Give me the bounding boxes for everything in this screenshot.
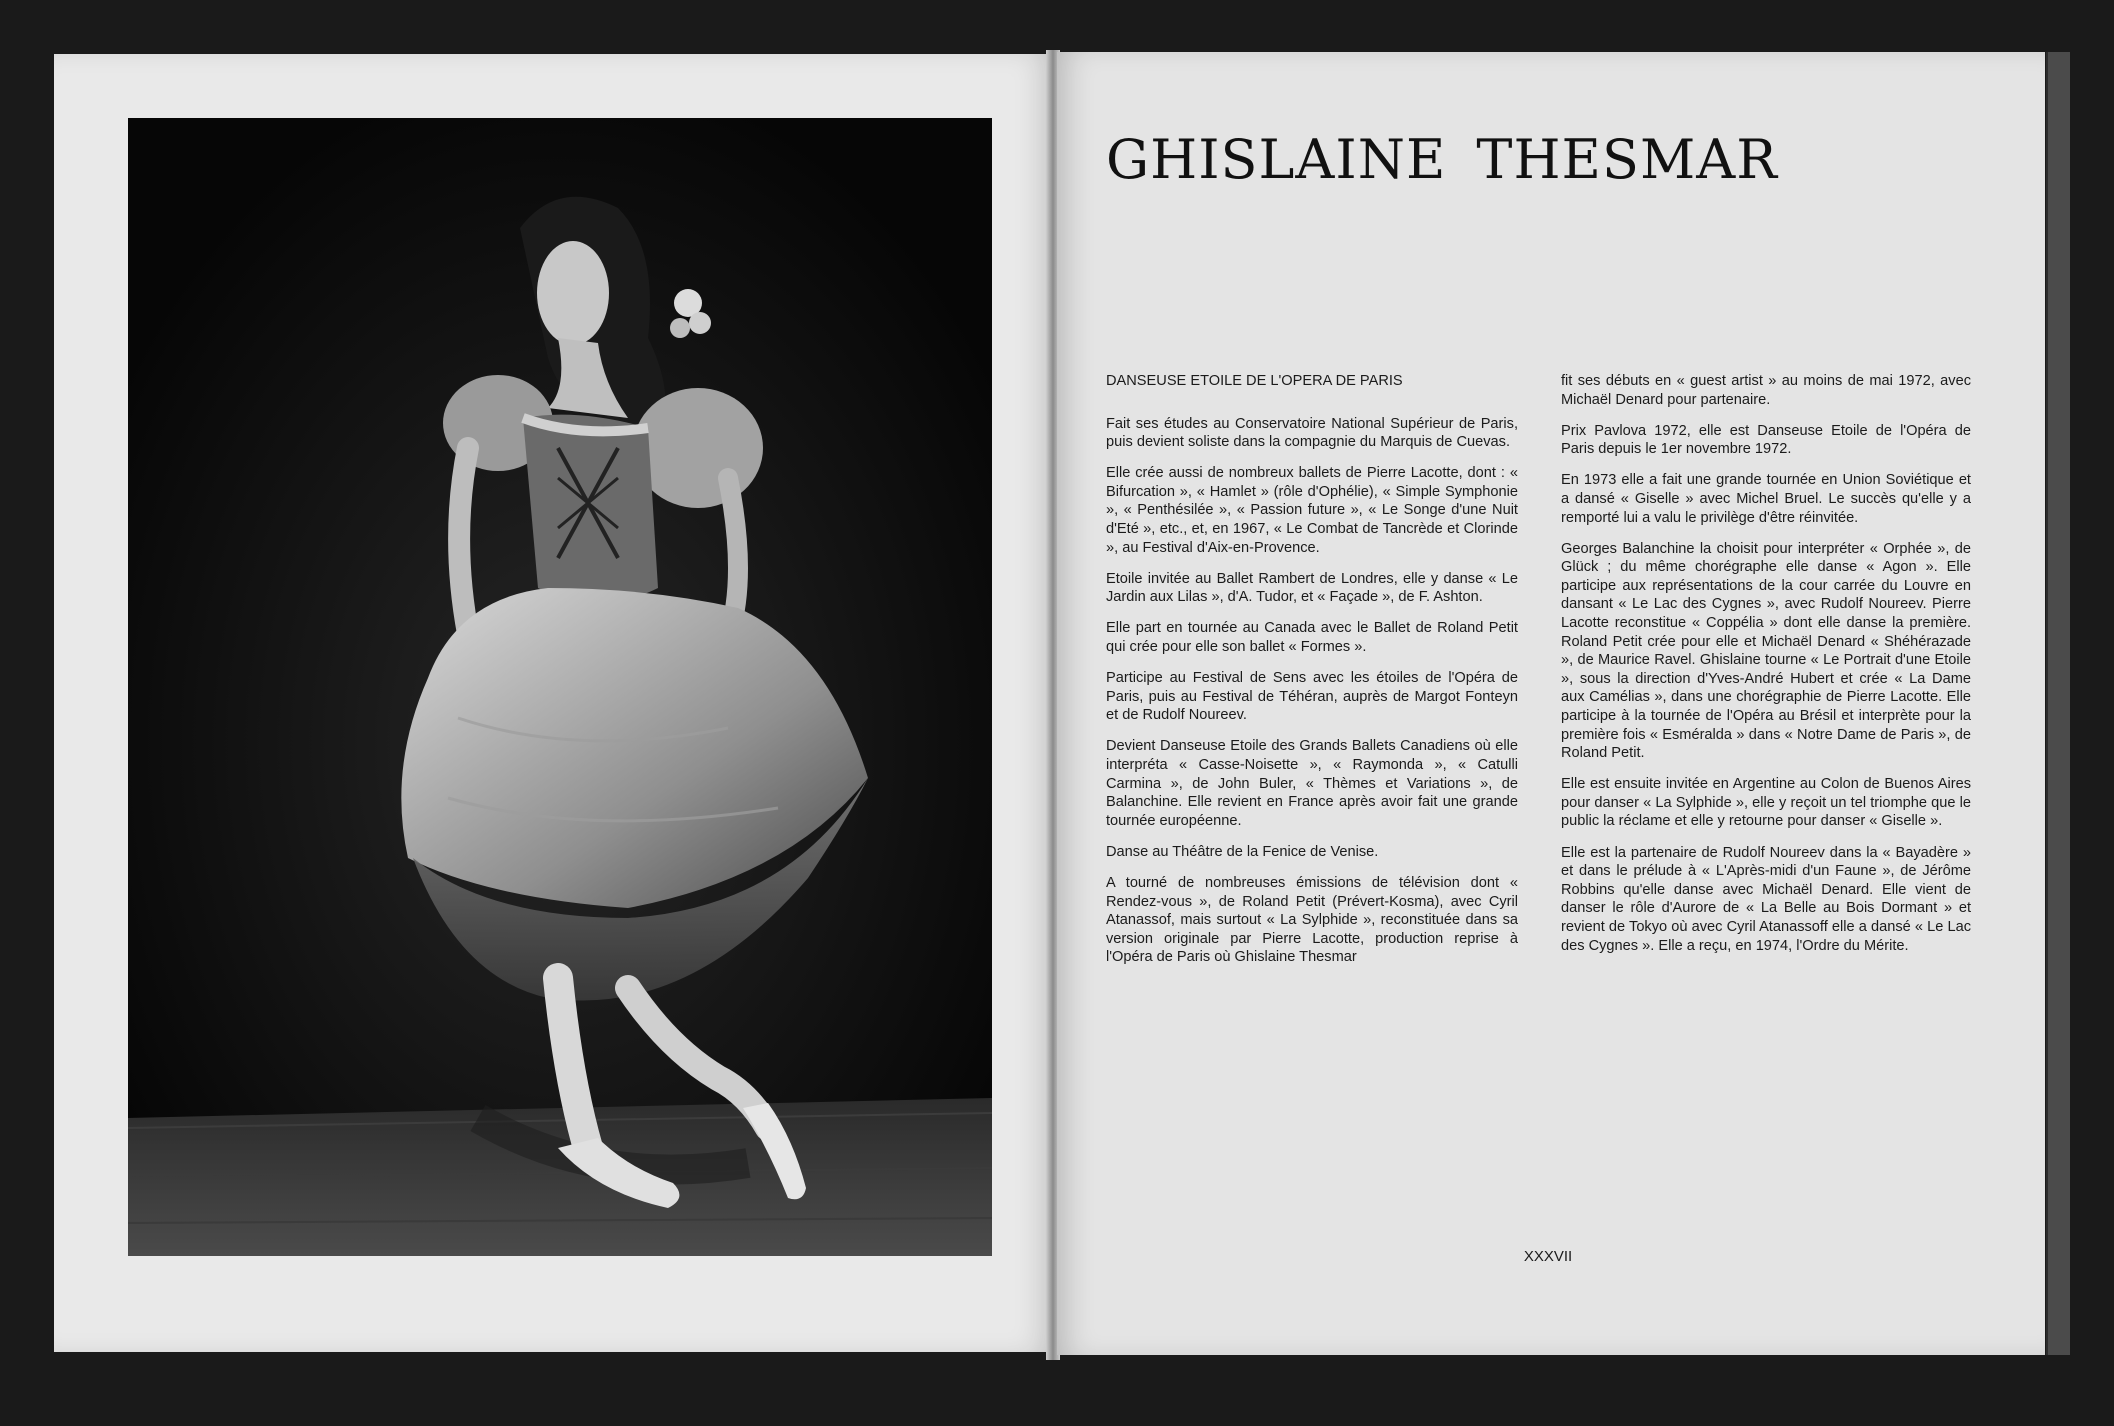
biography-paragraph: Fait ses études au Conservatoire National Supérieur de Paris, puis devient soliste dans la compagnie du Marquis de Cuevas.: [1106, 415, 1518, 451]
biography-paragraph: Elle crée aussi de nombreux ballets de Pierre Lacotte, dont : « Bifurcation », « Hamlet » (rôle d'Ophélie), « Simple Symphonie », « Penthésilée », « Passion future », « Le Songe d'une Nuit d'Eté », etc., et, en 1967, « Le Combat de Tancrède et Clorinde », au Festival d'Aix-en-Provence.: [1106, 465, 1518, 556]
biography-paragraph: Prix Pavlova 1972, elle est Danseuse Etoile de l'Opéra de Paris depuis le 1er novembre 1972.: [1561, 422, 1971, 458]
dancer-photo-illustration: [128, 118, 992, 1256]
title-first-name: GHISLAINE: [1106, 128, 1447, 191]
biography-paragraph: En 1973 elle a fait une grande tournée en Union Soviétique et a dansé « Giselle » avec Michel Bruel. Le succès qu'elle y a remporté lui a valu le privilège d'être réinvitée.: [1561, 472, 1971, 526]
book-cover-edge: [2046, 52, 2070, 1355]
biography-subtitle: DANSEUSE ETOILE DE L'OPERA DE PARIS: [1106, 373, 1403, 389]
page-number: XXXVII: [1523, 1248, 1573, 1265]
biography-right-column: [1561, 372, 1971, 968]
biography-paragraph: Elle est ensuite invitée en Argentine au Colon de Buenos Aires pour danser « La Sylphide », elle y reçoit un tel triomphe que le public la réclame et elle y retourne pour danser « Giselle ».: [1561, 776, 1971, 830]
biography-paragraph: Elle est la partenaire de Rudolf Noureev dans la « Bayadère » et dans le prélude à « L'Après-midi d'un Faune », de Jérôme Robbins qu'elle danse avec Michaël Denard. Elle vient de danser le rôle d'Aurore de « La Belle au Bois Dormant » et revient de Tokyo où avec Cyril Atanassoff elle a dansé « Le Lac des Cygnes ». Elle a reçu, en 1974, l'Ordre du Mérite.: [1561, 844, 1971, 954]
biography-left-column: [1106, 372, 1518, 979]
biography-paragraph: fit ses débuts en « guest artist » au moins de mai 1972, avec Michaël Denard pour partenaire.: [1561, 373, 1971, 408]
dancer-name-title: [1106, 128, 1986, 191]
biography-paragraph: Participe au Festival de Sens avec les étoiles de l'Opéra de Paris, puis au Festival de Téhéran, auprès de Margot Fonteyn et de Rudolf Noureev.: [1106, 670, 1518, 724]
biography-paragraph: A tourné de nombreuses émissions de télévision dont « Rendez-vous », de Roland Petit (Prévert-Kosma), avec Cyril Atanassof, mais surtout « La Sylphide », reconstituée dans sa version originale par Pierre Lacotte, production reprise à l'Opéra de Paris où Ghislaine Thesmar: [1106, 874, 1518, 966]
title-last-name: THESMAR: [1476, 128, 1778, 191]
dancer-photograph: [128, 118, 992, 1256]
biography-paragraph: Georges Balanchine la choisit pour interpréter « Orphée », de Glück ; du même chorégraphe elle danse « Agon ». Elle participe aux représentations de la cour carrée du Louvre en dansant « Le Lac des Cygnes », avec Rudolf Noureev. Pierre Lacotte reconstitue « Coppélia » dont elle danse la première. Roland Petit crée pour elle et Michaël Denard « Shéhérazade », de Maurice Ravel. Ghislaine tourne « Le Portrait d'une Etoile », sous la direction d'Yves-André Hubert et crée « La Dame aux Camélias », dans une chorégraphie de Pierre Lacotte. Elle participe à la tournée de l'Opéra au Brésil et interprète pour la première fois « Esméralda » dans « Notre Dame de Paris », de Roland Petit.: [1561, 540, 1971, 762]
biography-paragraph: Etoile invitée au Ballet Rambert de Londres, elle y danse « Le Jardin aux Lilas », d'A. Tudor, et « Façade », de F. Ashton.: [1106, 570, 1518, 606]
biography-paragraph: Danse au Théâtre de la Fenice de Venise.: [1106, 843, 1379, 860]
biography-paragraph: Devient Danseuse Etoile des Grands Ballets Canadiens où elle interpréta « Casse-Noisette », « Raymonda », « Catulli Carmina », de John Buler, « Thèmes et Variations », de Balanchine. Elle revient en France après avoir fait une grande tournée européenne.: [1106, 738, 1518, 829]
biography-paragraph: Elle part en tournée au Canada avec le Ballet de Roland Petit qui crée pour elle son ballet « Formes ».: [1106, 620, 1518, 656]
